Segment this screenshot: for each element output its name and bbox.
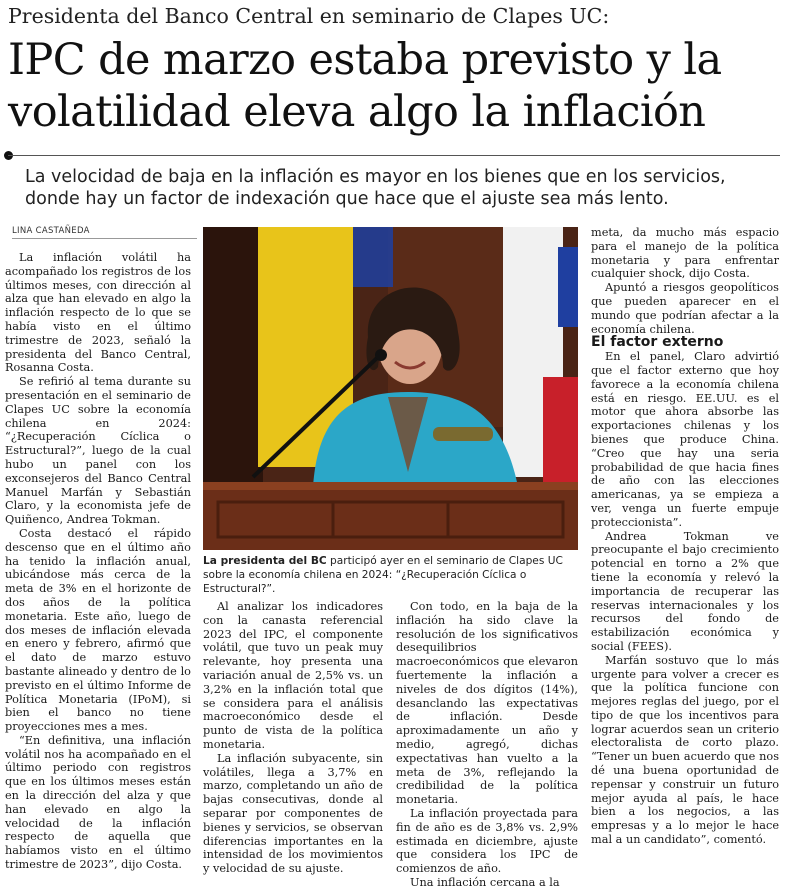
article-photo bbox=[203, 227, 578, 550]
paragraph: Andrea Tokman ve preocupante el bajo crecimiento potencial en torno a 2% que tiene la economía y relevó la importancia de recuperar las reservas internacionales y los recursos del fondo de estabilización económica y social (FEES). bbox=[591, 529, 779, 653]
column-4 bbox=[591, 226, 779, 847]
podium bbox=[203, 482, 578, 550]
deck: La velocidad de baja en la inflación es mayor en los bienes que en los servicios, donde hay un factor de indexación que hace que el ajuste sea más lento. bbox=[25, 167, 726, 209]
paragraph: Apuntó a riesgos geopolíticos que pueden aparecer en el mundo que podrían afectar a la economía chilena. bbox=[591, 281, 779, 336]
paragraph: Se refirió al tema durante su presentación en el seminario de Clapes UC sobre la economía chilena en 2024: “¿Recuperación Cíclica o Estructural?”, luego de la cual hubo un panel con los exconsejeros del Banco Central Manuel Marfán y Sebastián Claro, y la economista jefe de Quiñenco, Andrea Tokman. bbox=[5, 375, 191, 527]
photo-caption bbox=[203, 554, 579, 596]
flag-navy bbox=[558, 247, 578, 327]
headline-rule bbox=[8, 155, 780, 156]
caption-text: participó ayer en el seminario de Clapes UC sobre la economía chilena en 2024: “¿Recuperación Cíclica o Estructural?”. bbox=[203, 555, 563, 595]
byline: LINA CASTAÑEDA bbox=[12, 226, 197, 239]
paragraph: La inflación subyacente, sin volátiles, llega a 3,7% en marzo, completando un año de bajas consecutivas, donde al separar por componentes de bienes y servicios, se observan diferencias importantes en la intensidad de los movimientos y velocidad de su ajuste. bbox=[203, 751, 383, 876]
caption-lead: La presidenta del BC bbox=[203, 555, 327, 567]
flag-blue bbox=[353, 227, 393, 287]
column-3 bbox=[396, 600, 578, 890]
headline: IPC de marzo estaba previsto y la volatilidad eleva algo la inflación bbox=[8, 35, 722, 137]
paragraph: En el panel, Claro advirtió que el factor externo que hoy favorece a la economía chilena está en riesgo. EE.UU. es el motor que ahora absorbe las exportaciones chilenas y los bienes que produce China. “Creo que hay una seria probabilidad de que hacia fines de año con las elecciones americanas, ya se empieza a ver, venga un fuerte empuje proteccionista”. bbox=[591, 350, 779, 529]
paragraph: Con todo, en la baja de la inflación ha sido clave la resolución de los significativos desequilibrios macroeconómicos que elevaron fuertemente la inflación a niveles de dos dígitos (14%), desanclando las expectativas de inflación. Desde aproximadamente un año y medio, agregó, dichas expectativas han vuelto a la meta de 3%, reflejando la credibilidad de la política monetaria. bbox=[396, 600, 578, 807]
kicker: Presidenta del Banco Central en seminario de Clapes UC: bbox=[8, 4, 610, 28]
column-1 bbox=[5, 251, 191, 872]
subheading: El factor externo bbox=[591, 334, 724, 351]
paragraph: “En definitiva, una inflación volátil nos ha acompañado en el último periodo con registros que en los últimos meses están en la dirección del alza y que han elevado en algo la velocidad de la inflación respecto de aquella que habíamos visto en el último trimestre de 2023”, dijo Costa. bbox=[5, 733, 191, 872]
paragraph: Costa destacó el rápido descenso que en el último año ha tenido la inflación anual, ubicándose más cerca de la meta de 3% en el horizonte de dos años de la política monetaria. Este año, luego de dos meses de inflación elevada en enero y febrero, afirmó que el dato de marzo estuvo bastante alineado y dentro de lo previsto en el último Informe de Política Monetaria (IPoM), si bien el banco no tiene proyecciones mes a mes. bbox=[5, 526, 191, 734]
column-2 bbox=[203, 600, 383, 876]
microphone bbox=[375, 349, 387, 361]
paragraph: Una inflación cercana a la bbox=[410, 875, 560, 889]
paragraph: Al analizar los indicadores con la canasta referencial 2023 del IPC, el componente volátil, que tuvo un peak muy relevante, hoy presenta una variación anual de 2,5% vs. un 3,2% en la inflación total que se considera para el análisis macroeconómico desde el punto de vista de la política monetaria. bbox=[203, 600, 383, 751]
lamp bbox=[433, 427, 493, 441]
paragraph: La inflación volátil ha acompañado los registros de los últimos meses, con dirección al alza que han elevado en algo la inflación respecto de lo que se había visto en el último trimestre de 2023, señaló la presidenta del Banco Central, Rosanna Costa. bbox=[5, 251, 191, 375]
paragraph: meta, da mucho más espacio para el manejo de la política monetaria y para enfrentar cualquier shock, dijo Costa. bbox=[591, 226, 779, 281]
paragraph: La inflación proyectada para fin de año es de 3,8% vs. 2,9% estimada en diciembre, ajuste que considera los IPC de comienzos de año. bbox=[396, 806, 578, 876]
speaker-photo-illustration bbox=[203, 227, 578, 550]
paragraph: Marfán sostuvo que lo más urgente para volver a crecer es que la política funcione con mejores reglas del juego, por el tipo de que los incentivos para lograr acuerdos sean un criterio electoralista de corto plazo. “Tener un buen acuerdo que nos dé una buena oportunidad de repensar y construir un futuro mejor ayuda al país, le hace bien a los negocios, a las empresas y a lo mejor le hace mal a un candidato”, comentó. bbox=[591, 653, 779, 847]
flag-red bbox=[543, 377, 578, 487]
